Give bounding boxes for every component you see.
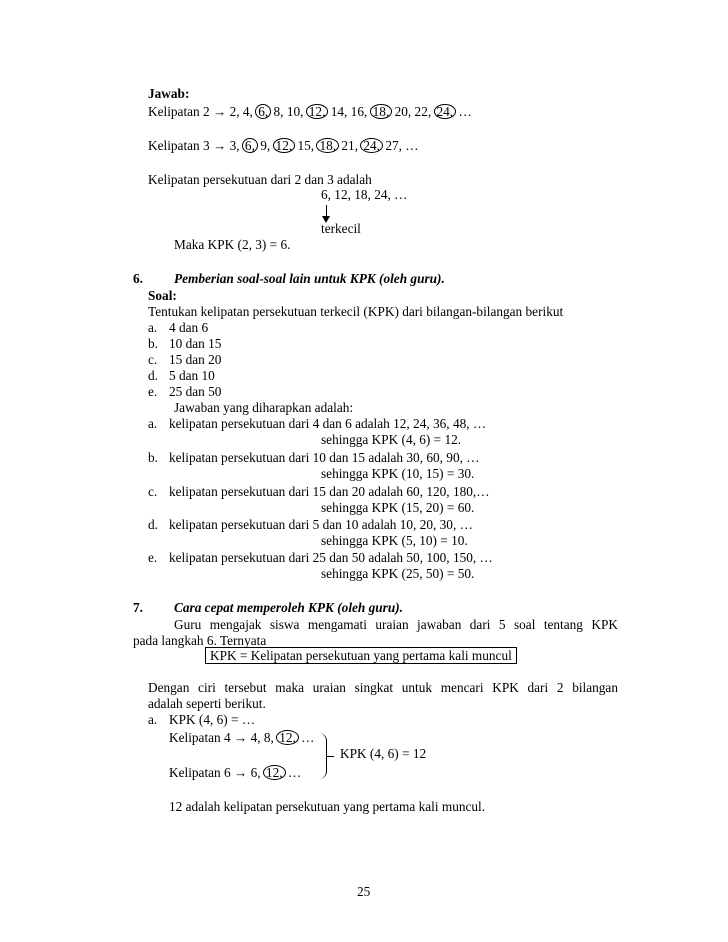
example-head: KPK (4, 6) = … — [169, 712, 256, 727]
soal-item-text: 25 dan 50 — [169, 384, 222, 399]
kelipatan-2-end: … — [458, 104, 472, 119]
kpk-definition-box — [205, 648, 517, 664]
kelipatan-3-mid: 9, — [260, 138, 271, 153]
answer-letter: c. — [148, 484, 158, 499]
answer-text: kelipatan persekutuan dari 15 dan 20 adalah 60, 120, 180,… — [169, 484, 490, 499]
item-letter: e. — [148, 384, 158, 399]
para-line-2: pada langkah 6. Ternyata — [133, 633, 267, 648]
answer-text: kelipatan persekutuan dari 4 dan 6 adalah 12, 24, 36, 48, … — [169, 416, 487, 431]
answer-letter: a. — [148, 416, 158, 431]
soal-item-text: 5 dan 10 — [169, 368, 215, 383]
kelipatan-2-line — [148, 104, 472, 120]
kelipatan-3-end: 27, … — [385, 138, 419, 153]
soal-item — [148, 352, 157, 368]
terkecil-label: terkecil — [321, 221, 361, 236]
kelipatan-3-mid2: 15, — [297, 138, 315, 153]
item-letter: a. — [148, 320, 158, 335]
kelipatan-6-line — [169, 765, 301, 781]
jawaban-label: Jawaban yang diharapkan adalah: — [174, 400, 354, 415]
persekutuan-text: Kelipatan persekutuan dari 2 dan 3 adalah — [148, 172, 372, 187]
answer-result: sehingga KPK (25, 50) = 50. — [321, 566, 475, 581]
circled-number: 18, — [370, 104, 393, 119]
example-result: KPK (4, 6) = 12 — [340, 746, 427, 761]
ciri-line-1: Dengan ciri tersebut maka uraian singkat untuk mencari KPK dari 2 bilangan — [148, 680, 618, 695]
answer-text: kelipatan persekutuan dari 10 dan 15 adalah 30, 60, 90, … — [169, 450, 480, 465]
soal-label: Soal: — [148, 288, 177, 303]
maka-kpk: Maka KPK (2, 3) = 6. — [174, 237, 291, 252]
jawab-label: Jawab: — [148, 86, 190, 101]
item-letter: b. — [148, 336, 158, 351]
section-7-number: 7. — [133, 600, 143, 615]
page-number: 25 — [357, 884, 371, 899]
kpk-definition: KPK = Kelipatan persekutuan yang pertama kali muncul — [205, 647, 517, 664]
circled-number: 12, — [276, 730, 299, 745]
circled-number: 18, — [316, 138, 339, 153]
circled-number: 12, — [306, 104, 329, 119]
answer-result: sehingga KPK (4, 6) = 12. — [321, 432, 462, 447]
para-line-1: Guru mengajak siswa mengamati uraian jawaban dari 5 soal tentang KPK — [174, 617, 618, 632]
answer-text: kelipatan persekutuan dari 5 dan 10 adalah 10, 20, 30, … — [169, 517, 473, 532]
section-6-title: Pemberian soal-soal lain untuk KPK (oleh guru). — [174, 271, 445, 286]
persekutuan-list: 6, 12, 18, 24, … — [321, 187, 408, 202]
kelipatan-2-prefix: Kelipatan 2 → 2, 4, — [148, 104, 253, 119]
item-letter: d. — [148, 368, 158, 383]
answer-result: sehingga KPK (10, 15) = 30. — [321, 466, 475, 481]
answer-text: kelipatan persekutuan dari 25 dan 50 adalah 50, 100, 150, … — [169, 550, 493, 565]
kelipatan-2-tail2: 20, 22, — [394, 104, 432, 119]
item-letter: c. — [148, 352, 158, 367]
ciri-line-2: adalah seperti berikut. — [148, 696, 266, 711]
section-7-title: Cara cepat memperoleh KPK (oleh guru). — [174, 600, 404, 615]
circled-number: 24, — [360, 138, 383, 153]
kelipatan-6-prefix: Kelipatan 6 → 6, — [169, 765, 261, 780]
circled-number: 12, — [263, 765, 286, 780]
section-6-number: 6. — [133, 271, 143, 286]
circled-number: 12, — [273, 138, 296, 153]
soal-intro: Tentukan kelipatan persekutuan terkecil (KPK) dari bilangan-bilangan berikut — [148, 304, 564, 319]
soal-item-text: 4 dan 6 — [169, 320, 209, 335]
soal-item — [148, 384, 157, 400]
answer-letter: d. — [148, 517, 158, 532]
answer-letter: e. — [148, 550, 158, 565]
kelipatan-2-mid: 8, 10, — [273, 104, 304, 119]
soal-item — [148, 320, 157, 336]
kelipatan-4-end: … — [301, 730, 315, 745]
soal-item-text: 15 dan 20 — [169, 352, 222, 367]
soal-item — [148, 336, 158, 352]
kelipatan-2-tail: 14, 16, — [330, 104, 368, 119]
kelipatan-3-mid3: 21, — [341, 138, 359, 153]
answer-letter: b. — [148, 450, 158, 465]
down-arrow-icon — [326, 205, 327, 217]
circled-number: 24, — [434, 104, 457, 119]
kelipatan-4-prefix: Kelipatan 4 → 4, 8, — [169, 730, 274, 745]
answer-result: sehingga KPK (15, 20) = 60. — [321, 500, 475, 515]
circled-number: 6, — [242, 138, 258, 153]
soal-item-text: 10 dan 15 — [169, 336, 222, 351]
kelipatan-6-end: … — [287, 765, 302, 780]
kelipatan-3-line — [148, 138, 419, 154]
conclusion: 12 adalah kelipatan persekutuan yang pertama kali muncul. — [169, 799, 486, 814]
right-brace-icon — [318, 733, 327, 779]
soal-item — [148, 368, 158, 384]
circled-number: 6, — [255, 104, 271, 119]
answer-result: sehingga KPK (5, 10) = 10. — [321, 533, 468, 548]
kelipatan-3-prefix: Kelipatan 3 → 3, — [148, 138, 240, 153]
kelipatan-4-line — [169, 730, 314, 746]
example-letter: a. — [148, 712, 158, 727]
